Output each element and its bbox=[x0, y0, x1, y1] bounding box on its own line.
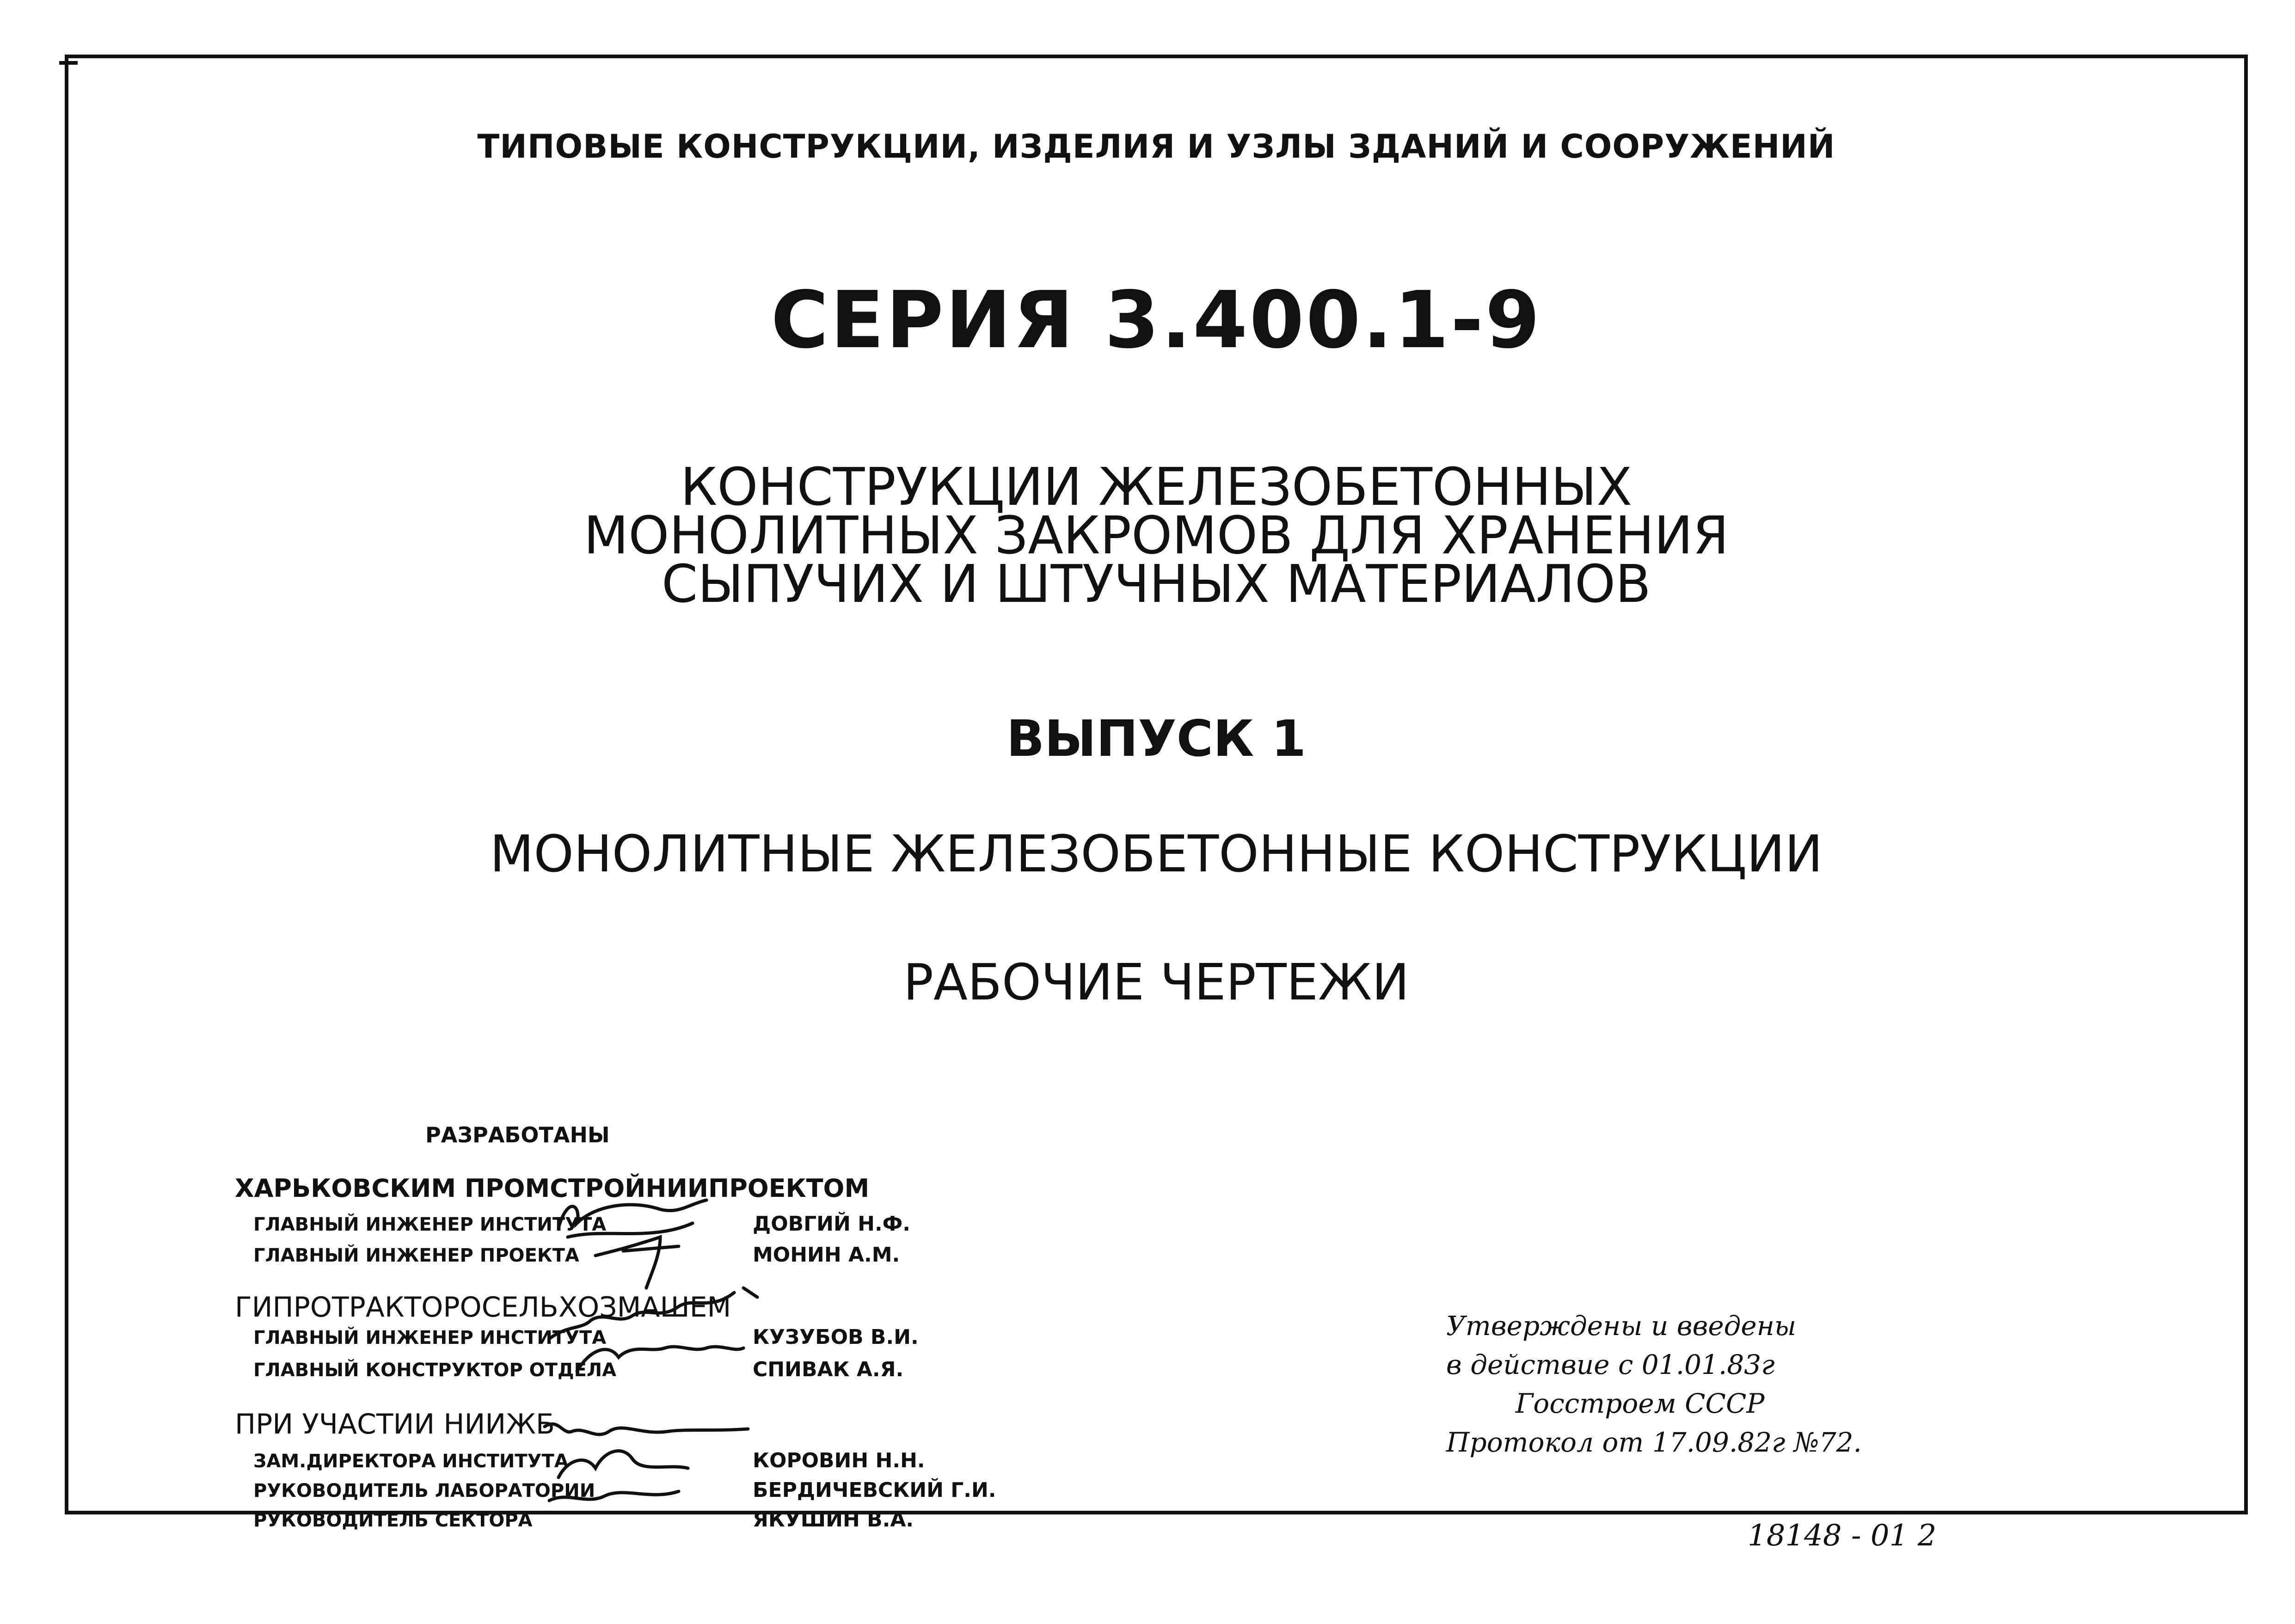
person-name: ЯКУШИН В.А. bbox=[753, 1508, 914, 1532]
person-role: ГЛАВНЫЙ ИНЖЕНЕР ИНСТИТУТА bbox=[253, 1214, 607, 1235]
signature bbox=[540, 1186, 753, 1293]
series-number: СЕРИЯ 3.400.1-9 bbox=[771, 275, 1542, 366]
person-role: ЗАМ.ДИРЕКТОРА ИНСТИТУТА bbox=[253, 1451, 569, 1472]
organization-2: ГИПРОТРАКТОРОСЕЛЬХОЗМАШЕМ bbox=[235, 1291, 731, 1324]
title-line: КОНСТРУКЦИИ ЖЕЛЕЗОБЕТОННЫХ bbox=[680, 457, 1632, 517]
title-sheet-frame bbox=[65, 55, 2248, 1532]
document-type: РАБОЧИЕ ЧЕРТЕЖИ bbox=[903, 954, 1410, 1011]
person-role: ГЛАВНЫЙ ИНЖЕНЕР ПРОЕКТА bbox=[253, 1245, 579, 1266]
person-name: КУЗУБОВ В.И. bbox=[753, 1325, 919, 1349]
signature bbox=[531, 1408, 771, 1514]
person-role: ГЛАВНЫЙ ИНЖЕНЕР ИНСТИТУТА bbox=[253, 1327, 607, 1348]
person-role: ГЛАВНЫЙ КОНСТРУКТОР ОТДЕЛА bbox=[253, 1360, 617, 1381]
developed-heading: РАЗРАБОТАНЫ bbox=[425, 1122, 610, 1147]
person-name: КОРОВИН Н.Н. bbox=[753, 1449, 925, 1472]
issue-number: ВЫПУСК 1 bbox=[1006, 710, 1307, 768]
organization-1: ХАРЬКОВСКИМ ПРОМСТРОЙНИИПРОЕКТОМ bbox=[235, 1174, 870, 1203]
approval-note bbox=[1446, 1306, 1862, 1462]
person-name: БЕРДИЧЕВСКИЙ Г.И. bbox=[753, 1478, 996, 1502]
organization-3: ПРИ УЧАСТИИ НИИЖБ bbox=[235, 1408, 555, 1440]
document-title bbox=[68, 457, 2244, 614]
sheet-stamp: 18148 - 01 2 bbox=[1748, 1519, 1937, 1553]
approval-line: Утверждены и введены bbox=[1446, 1310, 1797, 1342]
person-name: ДОВГИЙ Н.Ф. bbox=[753, 1212, 911, 1236]
title-line: МОНОЛИТНЫХ ЗАКРОМОВ ДЛЯ ХРАНЕНИЯ bbox=[583, 506, 1729, 566]
person-role: РУКОВОДИТЕЛЬ СЕКТОРА bbox=[253, 1510, 533, 1531]
person-name: СПИВАК А.Я. bbox=[753, 1358, 904, 1381]
approval-line: в действие с 01.01.83г bbox=[1446, 1349, 1775, 1380]
signature bbox=[540, 1279, 780, 1390]
person-role: РУКОВОДИТЕЛЬ ЛАБОРАТОРИИ bbox=[253, 1480, 595, 1501]
person-name: МОНИН А.М. bbox=[753, 1243, 900, 1267]
collection-heading: ТИПОВЫЕ КОНСТРУКЦИИ, ИЗДЕЛИЯ И УЗЛЫ ЗДАНИЙ И СООРУЖЕНИЙ bbox=[477, 128, 1835, 165]
approval-line: Госстроем СССР bbox=[1516, 1388, 1765, 1419]
title-line: СЫПУЧИХ И ШТУЧНЫХ МАТЕРИАЛОВ bbox=[662, 554, 1651, 614]
issue-subject: МОНОЛИТНЫЕ ЖЕЛЕЗОБЕТОННЫЕ КОНСТРУКЦИИ bbox=[490, 824, 1823, 883]
approval-line: Протокол от 17.09.82г №72. bbox=[1446, 1427, 1862, 1458]
